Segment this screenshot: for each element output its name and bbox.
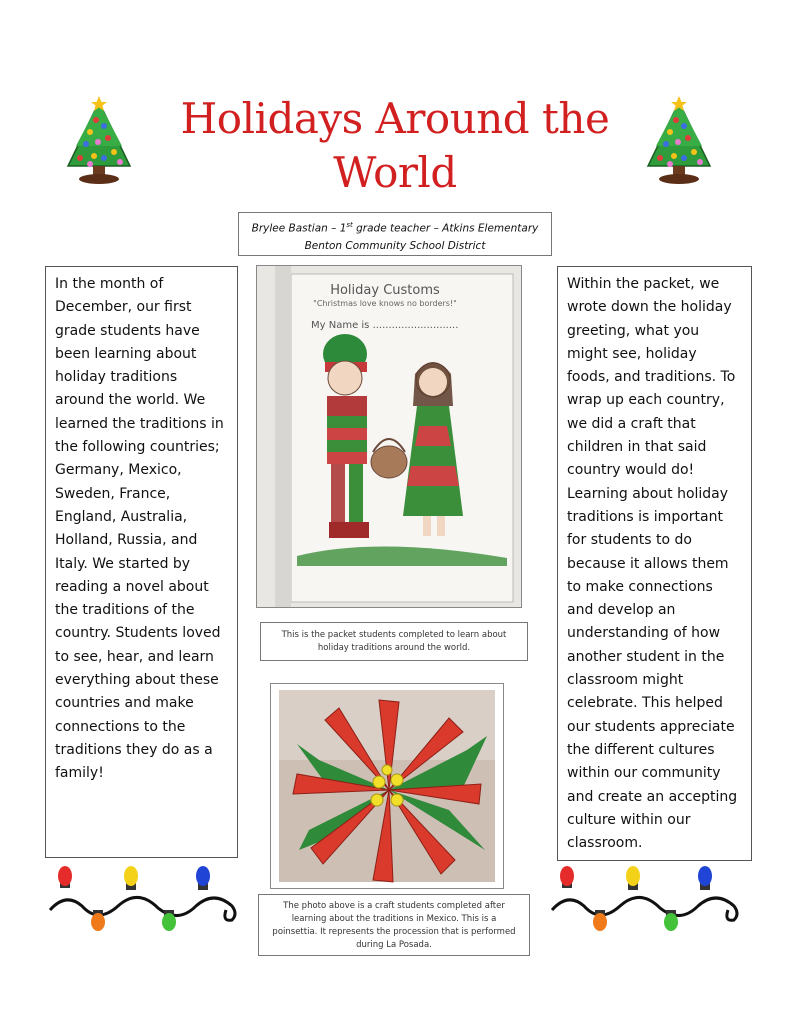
christmas-tree-icon: [640, 96, 718, 188]
packet-subheading: "Christmas love knows no borders!": [313, 299, 457, 308]
packet-heading: Holiday Customs: [330, 283, 440, 298]
christmas-lights-icon: [46, 862, 242, 932]
byline-district: Benton Community School District: [304, 239, 486, 252]
right-text-box: [557, 266, 752, 861]
title-line-2: World: [333, 148, 457, 197]
packet-photo: [257, 266, 521, 607]
byline-box: [238, 212, 552, 256]
poinsettia-photo: [271, 684, 503, 888]
packet-caption: This is the packet students completed to learn about holiday traditions around the world.: [260, 622, 528, 661]
left-text-box: [45, 266, 238, 858]
poinsettia-caption: The photo above is a craft students completed after learning about the traditions in Mexico. This is a poinsettia. It represents the procession that is performed during La Posada.: [258, 894, 530, 956]
ordinal-suffix: st: [346, 221, 353, 229]
left-paragraph: In the month of December, our first grade students have been learning about holiday traditions around the world. We learned the traditions in the following countries; Germany, Mexico, Sweden, France, England, Australia, Holland, Russia, and Italy. We started by reading a novel about the traditions of the country. Students loved to see, hear, and learn everything about these countries and make connections to the traditions they do as a family!: [55, 276, 224, 782]
byline-teacher: Brylee Bastian – 1st grade teacher – Atkins Elementary: [251, 221, 539, 235]
packet-photo-frame: [256, 265, 522, 608]
right-paragraph: Within the packet, we wrote down the holiday greeting, what you might see, holiday foods, and traditions. To wrap up each country, we did a craft that children in that said country would do! Learning about holiday traditions is important for students to do because it allows them to make connections and develop an understanding of how another student in the classroom might celebrate. This helped our students appreciate the different cultures within our community and create an accepting culture within our classroom.: [567, 276, 738, 852]
poinsettia-photo-frame: [270, 683, 504, 889]
page-title: [170, 92, 620, 200]
packet-name-line: My Name is ...........................: [311, 320, 459, 331]
christmas-lights-icon: [548, 862, 744, 932]
title-line-1: Holidays Around the: [180, 94, 610, 143]
christmas-tree-icon: [60, 96, 138, 188]
